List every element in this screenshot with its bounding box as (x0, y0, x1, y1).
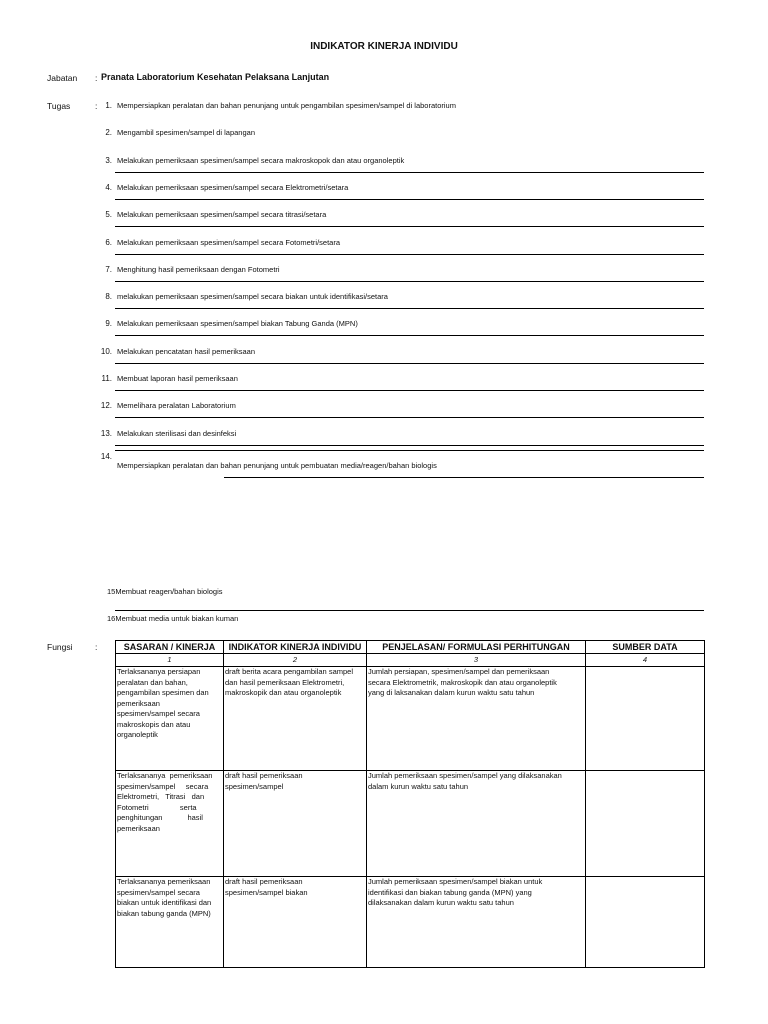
cell-line: Fotometri serta (117, 802, 197, 812)
fungsi-table-body (116, 667, 705, 968)
column-number: 2 (224, 654, 367, 667)
tugas-item-number: 11. (101, 374, 112, 383)
tugas-item-text: Mempersiapkan peralatan dan bahan penunjang untuk pengambilan spesimen/sampel di laboratorium (117, 101, 456, 110)
tugas-extra-item (107, 587, 223, 596)
tugas-item-text: Melakukan pencatatan hasil pemeriksaan (117, 346, 255, 356)
tugas-extra-number: 16 (107, 614, 116, 623)
cell-sumber (586, 877, 705, 968)
cell-line: makroskopik dan atau organoleptik (225, 688, 342, 697)
tugas-separator: : (95, 101, 98, 111)
tugas-item-text: Memelihara peralatan Laboratorium (117, 401, 236, 411)
tugas-item-text: Mempersiapkan peralatan dan bahan penunjang untuk pembuatan media/reagen/bahan biologis (117, 460, 437, 470)
tugas-divider (115, 363, 704, 364)
cell-line: Terlaksananya pemeriksaan (117, 877, 211, 886)
cell-line: biakan untuk identifikasi dan (117, 898, 212, 907)
column-number: 3 (367, 654, 586, 667)
cell-line: Jumlah pemeriksaan spesimen/sampel yang dilaksanakan (368, 771, 562, 780)
cell-penjelasan (367, 877, 586, 968)
tugas-item-number: 6. (105, 237, 112, 247)
document-title: INDIKATOR KINERJA INDIVIDU (310, 41, 458, 52)
cell-sasaran (116, 877, 224, 968)
cell-line: spesimen/sampel (225, 781, 284, 791)
fungsi-table (115, 640, 705, 968)
column-number: 4 (586, 654, 705, 667)
cell-line: organoleptik (117, 730, 158, 739)
table-header-row (116, 641, 705, 654)
tugas-item-number: 10. (100, 346, 112, 356)
tugas-divider (115, 445, 704, 446)
cell-line: penghitungan hasil (117, 813, 203, 822)
header-indikator: INDIKATOR KINERJA INDIVIDU (224, 641, 367, 654)
tugas-extra-item (107, 614, 238, 623)
fungsi-label: Fungsi (47, 642, 73, 652)
tugas-divider (115, 390, 704, 391)
tugas-label: Tugas (47, 101, 71, 111)
tugas-item-text: Melakukan pemeriksaan spesimen/sampel secara titrasi/setara (117, 210, 327, 220)
tugas-extra-number: 15 (107, 587, 116, 596)
tugas-divider (115, 417, 704, 418)
header-penjelasan: PENJELASAN/ FORMULASI PERHITUNGAN (367, 641, 586, 654)
header-sumber: SUMBER DATA (586, 641, 705, 654)
tugas-item-number: 14. (100, 451, 112, 461)
tugas-item-number: 1. (105, 101, 112, 110)
cell-sumber (586, 771, 705, 877)
cell-line: dilaksanakan dalam kurun waktu satu tahun (368, 898, 514, 907)
cell-line: spesimen/sampel secara (117, 709, 200, 718)
tugas-divider (115, 308, 704, 309)
column-number: 1 (116, 654, 224, 667)
tugas-item-text: Melakukan pemeriksaan spesimen/sampel secara Fotometri/setara (117, 237, 341, 247)
jabatan-separator: : (95, 73, 98, 83)
cell-sasaran (116, 667, 224, 771)
cell-line: peralatan dan bahan, (117, 677, 188, 687)
tugas-divider (115, 226, 704, 227)
tugas-divider (115, 281, 704, 282)
cell-line: Elektrometri, Titrasi dan (117, 792, 205, 801)
tugas-divider (115, 610, 704, 611)
tugas-item-text: Membuat laporan hasil pemeriksaan (117, 374, 238, 383)
cell-indikator (224, 877, 367, 968)
cell-sumber (586, 667, 705, 771)
cell-line: pemeriksaan (117, 698, 160, 708)
cell-line: draft hasil pemeriksaan (225, 877, 303, 886)
cell-line: identifikasi dan biakan tabung ganda (MPN) yang (368, 887, 532, 897)
tugas-item-text: Melakukan pemeriksaan spesimen/sampel secara Elektrometri/setara (117, 182, 349, 192)
cell-line: spesimen/sampel secara (117, 887, 200, 897)
cell-indikator (224, 667, 367, 771)
fungsi-separator: : (95, 642, 98, 652)
tugas-item-text: Menghitung hasil pemeriksaan dengan Fotometri (117, 264, 280, 274)
cell-line: pemeriksaan (117, 823, 160, 833)
tugas-item-text: Melakukan pemeriksaan spesimen/sampel secara makroskopok dan atau organoleptik (117, 155, 405, 165)
header-sasaran: SASARAN / KINERJA (116, 641, 224, 654)
tugas-item-number: 4. (105, 182, 112, 192)
tugas-item-number: 2. (105, 128, 112, 138)
tugas-divider (115, 450, 704, 451)
cell-line: makroskopis dan atau (117, 719, 191, 729)
tugas-item-number: 12. (100, 401, 112, 411)
tugas-divider (115, 199, 704, 200)
cell-line: spesimen/sampel secara (117, 781, 209, 791)
cell-line: Terlaksananya persiapan (117, 667, 201, 676)
tugas-extra-text: Membuat media untuk biakan kuman (115, 614, 239, 623)
tugas-divider (224, 477, 704, 478)
cell-line: dalam kurun waktu satu tahun (368, 781, 469, 791)
cell-line: secara Elektrometrik, makroskopik dan atau organoleptik (368, 677, 557, 687)
tugas-item-number: 7. (105, 264, 112, 274)
cell-sasaran (116, 771, 224, 877)
cell-penjelasan (367, 667, 586, 771)
cell-line: pengambilan spesimen dan (117, 688, 209, 697)
tugas-item-number: 8. (105, 292, 112, 302)
table-row (116, 667, 705, 771)
tugas-item-text: Mengambil spesimen/sampel di lapangan (117, 128, 255, 138)
tugas-item-text: Melakukan pemeriksaan spesimen/sampel biakan Tabung Ganda (MPN) (117, 319, 358, 329)
cell-line: draft hasil pemeriksaan (225, 771, 303, 780)
tugas-extra-text: Membuat reagen/bahan biologis (115, 587, 223, 596)
cell-line: Terlaksananya pemeriksaan (117, 771, 213, 780)
tugas-divider (115, 254, 704, 255)
tugas-item-number: 5. (105, 210, 112, 220)
jabatan-value: Pranata Laboratorium Kesehatan Pelaksana Lanjutan (101, 72, 330, 82)
table-row (116, 771, 705, 877)
cell-line: biakan tabung ganda (MPN) (117, 908, 211, 918)
jabatan-label: Jabatan (47, 73, 78, 83)
column-number-row (116, 654, 705, 667)
tugas-item-text: melakukan pemeriksaan spesimen/sampel secara biakan untuk identifikasi/setara (117, 292, 388, 302)
tugas-item-number: 3. (105, 155, 112, 165)
tugas-item-number: 13. (100, 428, 112, 438)
cell-line: dan hasil pemeriksaan Elektrometri, (225, 677, 345, 687)
tugas-divider (115, 335, 704, 336)
tugas-divider (115, 172, 704, 173)
cell-line: spesimen/sampel biakan (225, 887, 308, 897)
cell-line: Jumlah pemeriksaan spesimen/sampel biakan untuk (368, 877, 543, 886)
cell-line: yang di laksanakan dalam kurun waktu satu tahun (368, 688, 535, 697)
tugas-item-text: Melakukan sterilisasi dan desinfeksi (117, 428, 237, 438)
cell-penjelasan (367, 771, 586, 877)
cell-line: draft berita acara pengambilan sampel (225, 667, 353, 676)
cell-indikator (224, 771, 367, 877)
tugas-item-number: 9. (105, 319, 112, 329)
cell-line: Jumlah persiapan, spesimen/sampel dan pemeriksaan (368, 667, 550, 676)
table-row (116, 877, 705, 968)
